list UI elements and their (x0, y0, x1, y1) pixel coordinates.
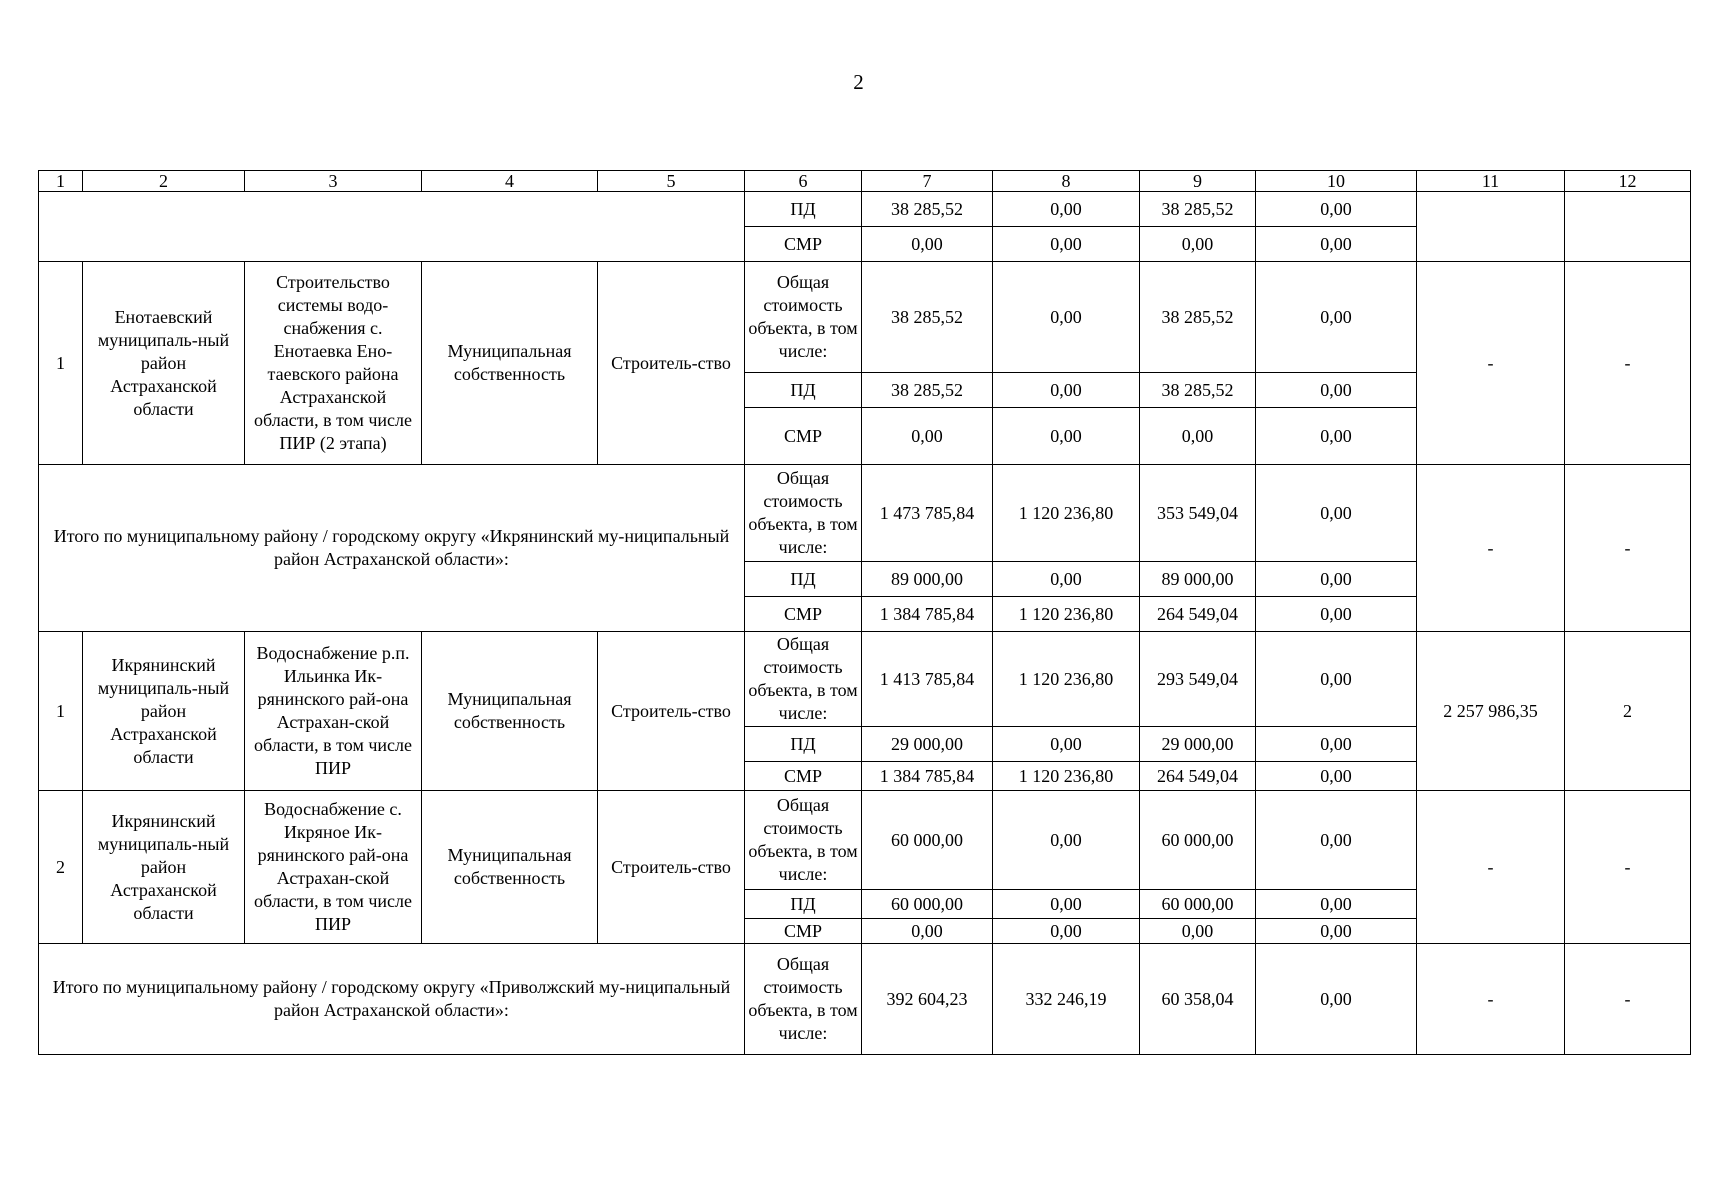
value-cell: 60 000,00 (1140, 791, 1256, 890)
header-cell: 11 (1417, 171, 1565, 192)
col12-cell: - (1565, 944, 1691, 1055)
value-cell: 264 549,04 (1140, 762, 1256, 791)
col11-cell: 2 257 986,35 (1417, 632, 1565, 791)
col11-cell: - (1417, 465, 1565, 632)
cost-type-cell: Общая стоимость объекта, в том числе: (745, 262, 862, 373)
value-cell: 264 549,04 (1140, 597, 1256, 632)
row-number-cell: 1 (39, 632, 83, 791)
empty-cell (1417, 192, 1565, 262)
value-cell: 29 000,00 (1140, 727, 1256, 762)
ownership-cell: Муниципальная собственность (422, 262, 598, 465)
col11-cell: - (1417, 944, 1565, 1055)
value-cell: 1 120 236,80 (993, 762, 1140, 791)
value-cell: 60 000,00 (1140, 890, 1256, 919)
header-cell: 12 (1565, 171, 1691, 192)
cost-type-cell: Общая стоимость объекта, в том числе: (745, 791, 862, 890)
cost-type-cell: Общая стоимость объекта, в том числе: (745, 465, 862, 562)
value-cell: 392 604,23 (862, 944, 993, 1055)
table-row (39, 791, 1691, 890)
ownership-cell: Муниципальная собственность (422, 632, 598, 791)
value-cell: 0,00 (1256, 408, 1417, 465)
value-cell: 0,00 (1256, 762, 1417, 791)
value-cell: 89 000,00 (1140, 562, 1256, 597)
table-row (39, 944, 1691, 1055)
value-cell: 38 285,52 (1140, 192, 1256, 227)
value-cell: 1 384 785,84 (862, 762, 993, 791)
cost-type-cell: ПД (745, 562, 862, 597)
cost-type-cell: ПД (745, 373, 862, 408)
value-cell: 0,00 (1140, 919, 1256, 944)
table-row (39, 262, 1691, 373)
value-cell: 0,00 (993, 408, 1140, 465)
value-cell: 0,00 (1256, 632, 1417, 727)
value-cell: 0,00 (862, 408, 993, 465)
value-cell: 38 285,52 (862, 373, 993, 408)
empty-cell (1565, 192, 1691, 262)
value-cell: 293 549,04 (1140, 632, 1256, 727)
value-cell: 0,00 (862, 227, 993, 262)
value-cell: 0,00 (1256, 262, 1417, 373)
value-cell: 0,00 (1256, 791, 1417, 890)
page-number: 2 (853, 70, 864, 94)
cost-type-cell: СМР (745, 227, 862, 262)
value-cell: 0,00 (1256, 597, 1417, 632)
header-cell: 4 (422, 171, 598, 192)
investment-table (38, 170, 1691, 1055)
cost-type-cell: ПД (745, 192, 862, 227)
value-cell: 0,00 (993, 890, 1140, 919)
work-type-cell: Строитель-ство (598, 791, 745, 944)
value-cell: 1 120 236,80 (993, 597, 1140, 632)
col12-cell: 2 (1565, 632, 1691, 791)
cost-type-cell: Общая стоимость объекта, в том числе: (745, 944, 862, 1055)
value-cell: 1 384 785,84 (862, 597, 993, 632)
district-total-label: Итого по муниципальному району / городскому округу «Приволжский му-ниципальный район Астраханской области»: (39, 944, 745, 1055)
value-cell: 353 549,04 (1140, 465, 1256, 562)
value-cell: 0,00 (1256, 727, 1417, 762)
value-cell: 0,00 (1256, 944, 1417, 1055)
col11-cell: - (1417, 262, 1565, 465)
cost-type-cell: СМР (745, 762, 862, 791)
work-type-cell: Строитель-ство (598, 632, 745, 791)
value-cell: 0,00 (1256, 562, 1417, 597)
header-cell: 2 (83, 171, 245, 192)
value-cell: 0,00 (993, 919, 1140, 944)
work-type-cell: Строитель-ство (598, 262, 745, 465)
district-cell: Икрянинский муниципаль-ный район Астраханской области (83, 632, 245, 791)
value-cell: 38 285,52 (862, 192, 993, 227)
value-cell: 89 000,00 (862, 562, 993, 597)
value-cell: 0,00 (1256, 192, 1417, 227)
value-cell: 0,00 (1140, 408, 1256, 465)
value-cell: 38 285,52 (1140, 373, 1256, 408)
header-cell: 6 (745, 171, 862, 192)
value-cell: 1 473 785,84 (862, 465, 993, 562)
value-cell: 0,00 (1256, 373, 1417, 408)
value-cell: 332 246,19 (993, 944, 1140, 1055)
value-cell: 0,00 (1256, 227, 1417, 262)
value-cell: 0,00 (862, 919, 993, 944)
value-cell: 1 120 236,80 (993, 632, 1140, 727)
object-cell: Строительство системы водо-снабжения с. Енотаевка Ено-таевского района Астраханской области, в том числе ПИР (2 этапа) (245, 262, 422, 465)
col12-cell: - (1565, 791, 1691, 944)
table-row (39, 192, 1691, 227)
value-cell: 60 358,04 (1140, 944, 1256, 1055)
ownership-cell: Муниципальная собственность (422, 791, 598, 944)
cost-type-cell: Общая стоимость объекта, в том числе: (745, 632, 862, 727)
table-header-row (39, 171, 1691, 192)
col11-cell: - (1417, 791, 1565, 944)
header-cell: 8 (993, 171, 1140, 192)
value-cell: 1 413 785,84 (862, 632, 993, 727)
district-total-label: Итого по муниципальному району / городскому округу «Икрянинский му-ниципальный район Астраханской области»: (39, 465, 745, 632)
value-cell: 0,00 (993, 227, 1140, 262)
header-cell: 7 (862, 171, 993, 192)
value-cell: 38 285,52 (862, 262, 993, 373)
header-cell: 1 (39, 171, 83, 192)
value-cell: 0,00 (993, 727, 1140, 762)
cost-type-cell: СМР (745, 408, 862, 465)
value-cell: 0,00 (1256, 919, 1417, 944)
district-cell: Енотаевский муниципаль-ный район Астраханской области (83, 262, 245, 465)
header-cell: 3 (245, 171, 422, 192)
value-cell: 60 000,00 (862, 791, 993, 890)
cost-type-cell: ПД (745, 890, 862, 919)
value-cell: 0,00 (993, 791, 1140, 890)
cost-type-cell: СМР (745, 919, 862, 944)
value-cell: 0,00 (993, 262, 1140, 373)
value-cell: 0,00 (1256, 465, 1417, 562)
object-cell: Водоснабжение с. Икряное Ик-рянинского рай-она Астрахан-ской области, в том числе ПИР (245, 791, 422, 944)
header-cell: 5 (598, 171, 745, 192)
value-cell: 0,00 (1256, 890, 1417, 919)
value-cell: 0,00 (993, 192, 1140, 227)
value-cell: 0,00 (993, 373, 1140, 408)
cost-type-cell: СМР (745, 597, 862, 632)
object-cell: Водоснабжение р.п. Ильинка Ик-рянинского рай-она Астрахан-ской области, в том числе ПИР (245, 632, 422, 791)
value-cell: 29 000,00 (862, 727, 993, 762)
col12-cell: - (1565, 262, 1691, 465)
value-cell: 60 000,00 (862, 890, 993, 919)
row-number-cell: 2 (39, 791, 83, 944)
value-cell: 0,00 (1140, 227, 1256, 262)
col12-cell: - (1565, 465, 1691, 632)
value-cell: 0,00 (993, 562, 1140, 597)
header-cell: 10 (1256, 171, 1417, 192)
empty-cell (39, 192, 745, 262)
row-number-cell: 1 (39, 262, 83, 465)
value-cell: 1 120 236,80 (993, 465, 1140, 562)
table-row (39, 465, 1691, 562)
value-cell: 38 285,52 (1140, 262, 1256, 373)
district-cell: Икрянинский муниципаль-ный район Астраханской области (83, 791, 245, 944)
header-cell: 9 (1140, 171, 1256, 192)
table-row (39, 632, 1691, 727)
cost-type-cell: ПД (745, 727, 862, 762)
